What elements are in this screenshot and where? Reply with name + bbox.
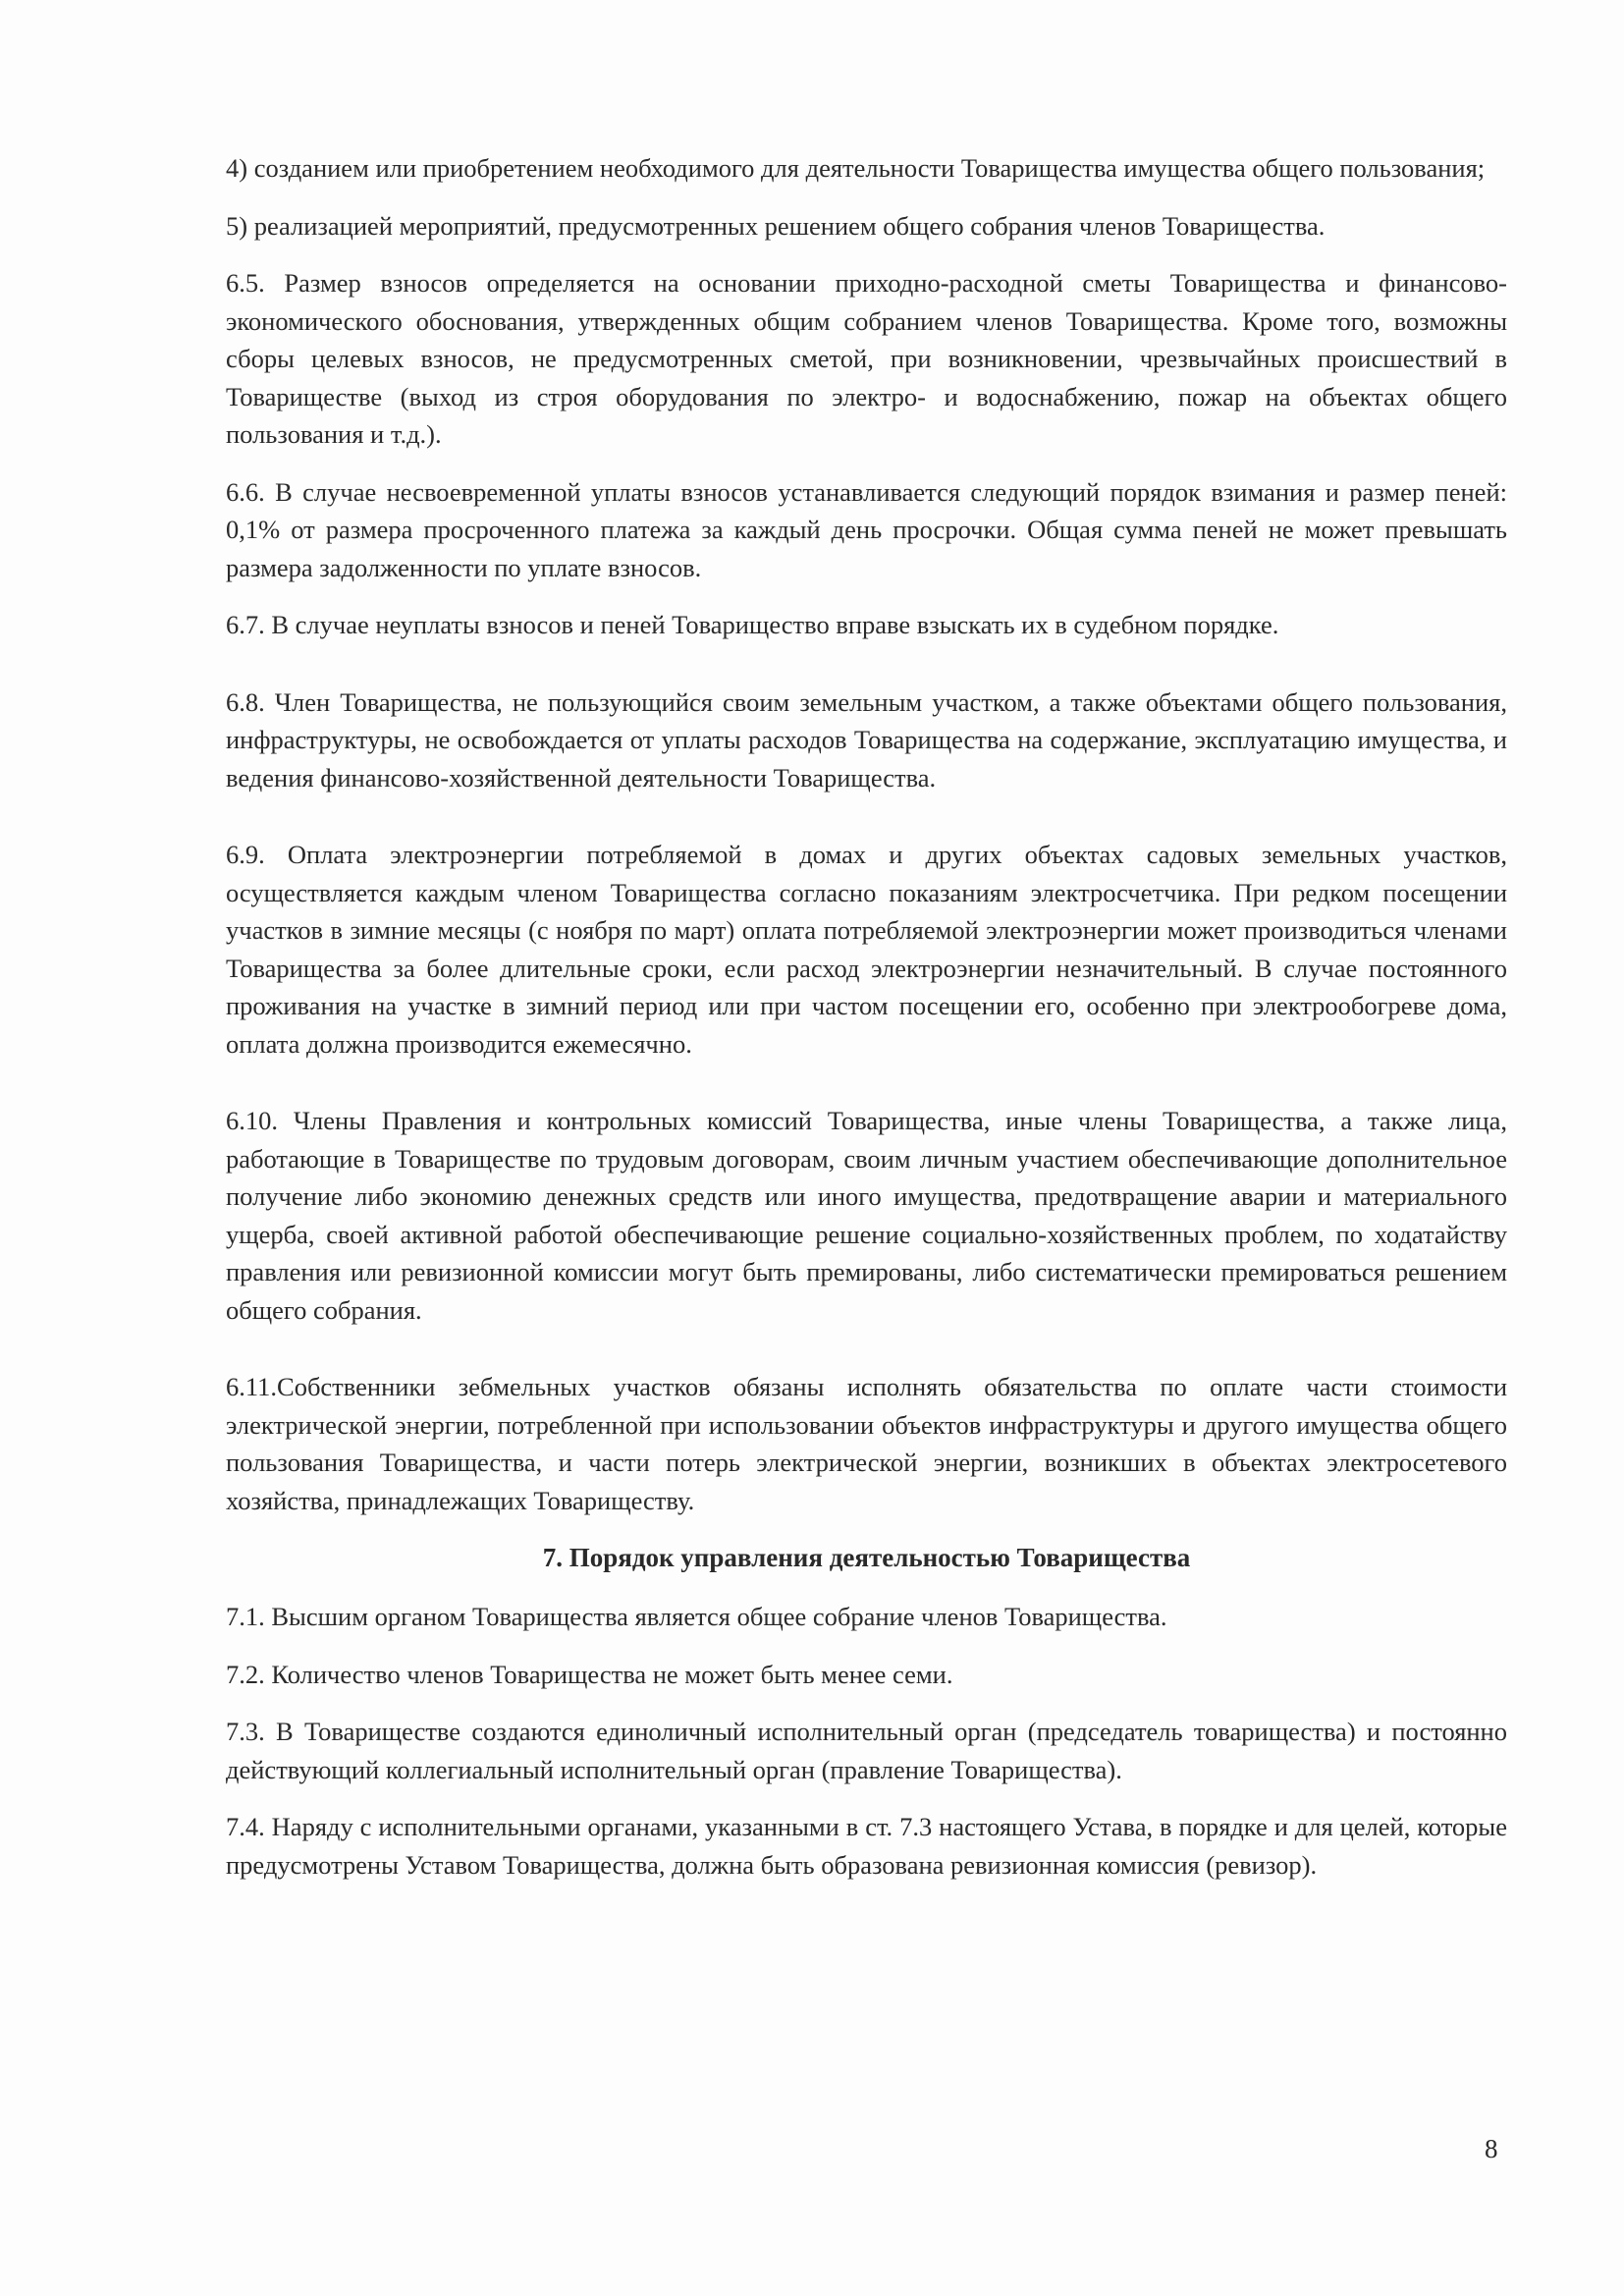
paragraph-item-4: 4) созданием или приобретением необходимого для деятельности Товарищества имущества общего пользования; [226,153,1486,183]
paragraph-6-9: 6.9. Оплата электроэнергии потребляемой в домах и других объектах садовых земельных участков, осуществляется каждым членом Товарищества согласно показаниям электросчетчика. При редком посещении участков в зимние месяцы (с ноября по март) оплата потребляемой электроэнергии может производиться членами Товарищества за более длительные сроки, если расход электроэнергии незначительный. В случае постоянного проживания на участке в зимний период или при частом посещении его, особенно при электрообогреве дома, оплата должна производится ежемесячно. [226,840,1507,1059]
paragraph-6-11: 6.11.Собственники зебмельных участков обязаны исполнять обязательства по оплате части стоимости электрической энергии, потребленной при использовании объектов инфраструктуры и другого имущества общего пользования Товарищества, и части потерь электрической энергии, возникших в объектах электросетевого хозяйства, принадлежащих Товариществу. [226,1372,1507,1515]
paragraph-6-8: 6.8. Член Товарищества, не пользующийся своим земельным участком, а также объектами общего пользования, инфраструктуры, не освобождается от уплаты расходов Товарищества на содержание, эксплуатацию имущества, и ведения финансово-хозяйственной деятельности Товарищества. [226,686,1507,793]
document-body [226,149,1507,1903]
paragraph-7-3: 7.3. В Товариществе создаются единоличный исполнительный орган (председатель товарищества) и постоянно действующий коллегиальный исполнительный орган (правление Товарищества). [226,1717,1507,1784]
page-number: 8 [1485,2134,1498,2163]
paragraph-7-2: 7.2. Количество членов Товарищества не может быть менее семи. [226,1659,953,1689]
paragraph-7-4: 7.4. Наряду с исполнительными органами, указанными в ст. 7.3 настоящего Устава, в порядке и для целей, которые предусмотрены Уставом Товарищества, должна быть образована ревизионная комиссия (ревизор). [226,1812,1507,1880]
paragraph-7-1: 7.1. Высшим органом Товарищества является общее собрание членов Товарищества. [226,1602,1167,1631]
paragraph-6-5: 6.5. Размер взносов определяется на основании приходно-расходной сметы Товарищества и финансово-экономического обоснования, утвержденных общим собранием членов Товарищества. Кроме того, возможны сборы целевых взносов, не предусмотренных сметой, при возникновении, чрезвычайных происшествий в Товариществе (выход из строя оборудования по электро- и водоснабжению, пожар на объектах общего пользования и т.д.). [226,268,1507,449]
paragraph-6-7: 6.7. В случае неуплаты взносов и пеней Товарищество вправе взыскать их в судебном порядке. [226,610,1279,639]
paragraph-6-6: 6.6. В случае несвоевременной уплаты взносов устанавливается следующий порядок взимания и размер пеней: 0,1% от размера просроченного платежа за каждый день просрочки. Общая сумма пеней не может превышать размера задолженности по уплате взносов. [226,476,1507,582]
paragraph-item-5: 5) реализацией мероприятий, предусмотренных решением общего собрания членов Товарищества. [226,210,1326,241]
paragraph-6-10: 6.10. Члены Правления и контрольных комиссий Товарищества, иные члены Товарищества, а также лица, работающие в Товариществе по трудовым договорам, своим личным участием обеспечивающие дополнительное получение либо экономию денежных средств или иного имущества, предотвращение аварии и материального ущерба, своей активной работой обеспечивающие решение социально-хозяйственных проблем, по ходатайству правления или ревизионной комиссии могут быть премированы, либо систематически премироваться решением общего собрания. [226,1106,1507,1325]
section-title: 7. Порядок управления деятельностью Товарищества [542,1543,1191,1572]
